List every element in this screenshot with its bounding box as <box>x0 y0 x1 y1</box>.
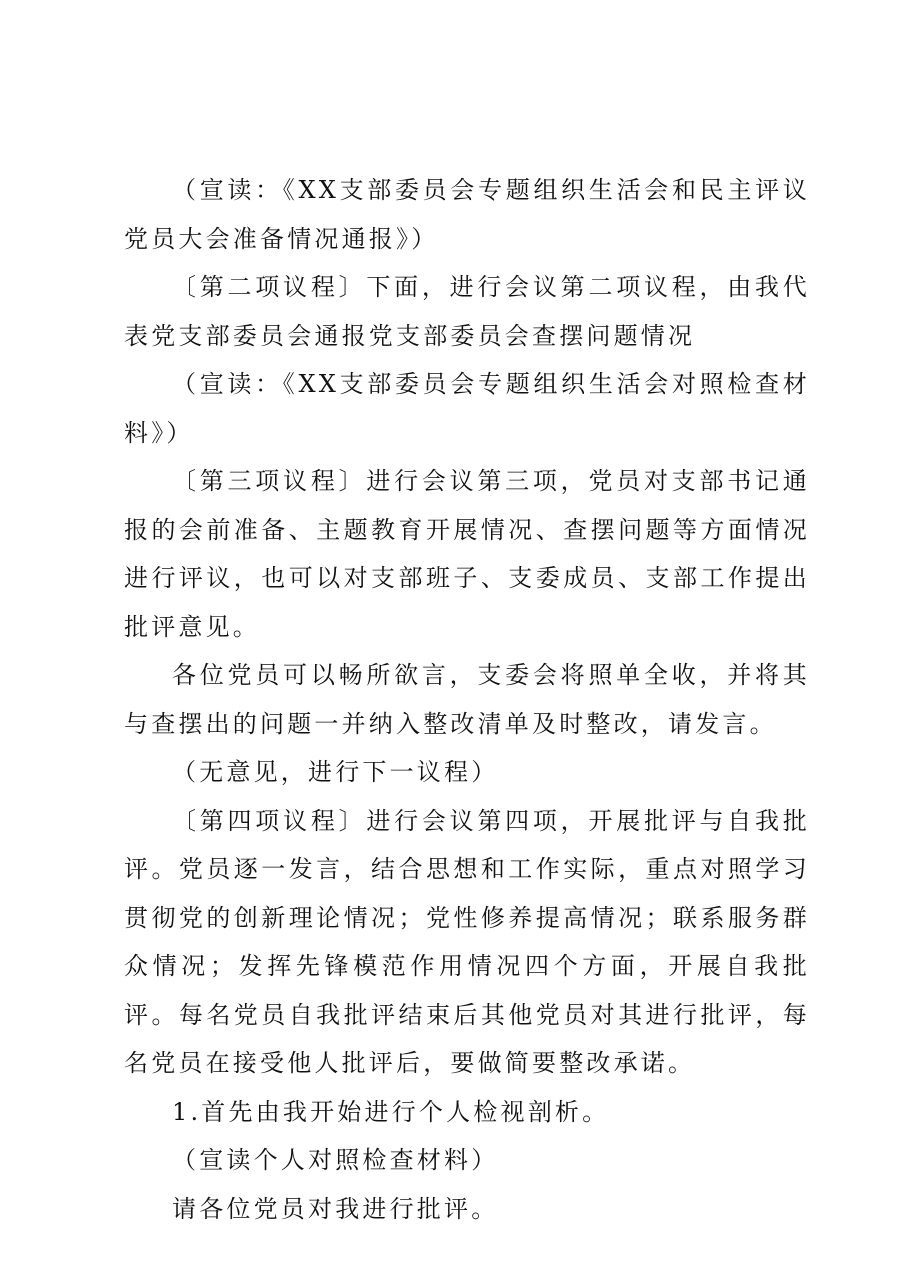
paragraph-reading-preparation-report: （宣读：《XX支部委员会专题组织生活会和民主评议党员大会准备情况通报》） <box>124 176 810 253</box>
document-body <box>124 166 810 1233</box>
paragraph-reading-personal-material: （宣读个人对照检查材料） <box>172 1146 499 1174</box>
paragraph-self-analysis: 1.首先由我开始进行个人检视剖析。 <box>172 1097 610 1126</box>
paragraph-members-speak: 各位党员可以畅所欲言，支委会将照单全收，并将其与查摆出的问题一并纳入整改清单及时整改，请发言。 <box>124 661 810 738</box>
paragraph-agenda-item-three: 〔第三项议程〕进行会议第三项，党员对支部书记通报的会前准备、主题教育开展情况、查摆问题等方面情况进行评议，也可以对支部班子、支委成员、支部工作提出批评意见。 <box>124 467 810 641</box>
paragraph-agenda-item-four: 〔第四项议程〕进行会议第四项，开展批评与自我批评。党员逐一发言，结合思想和工作实际，重点对照学习贯彻党的创新理论情况；党性修养提高情况；联系服务群众情况；发挥先锋模范作用情况四个方面，开展自我批评。每名党员自我批评结束后其他党员对其进行批评，每名党员在接受他人批评后，要做简要整改承诺。 <box>124 806 810 1077</box>
paragraph-agenda-item-two: 〔第二项议程〕下面，进行会议第二项议程，由我代表党支部委员会通报党支部委员会查摆问题情况 <box>124 273 810 350</box>
paragraph-no-objection: （无意见，进行下一议程） <box>172 758 499 786</box>
paragraph-reading-inspection-material: （宣读：《XX支部委员会专题组织生活会对照检查材料》） <box>124 370 810 447</box>
paragraph-request-criticism: 请各位党员对我进行批评。 <box>172 1194 499 1223</box>
